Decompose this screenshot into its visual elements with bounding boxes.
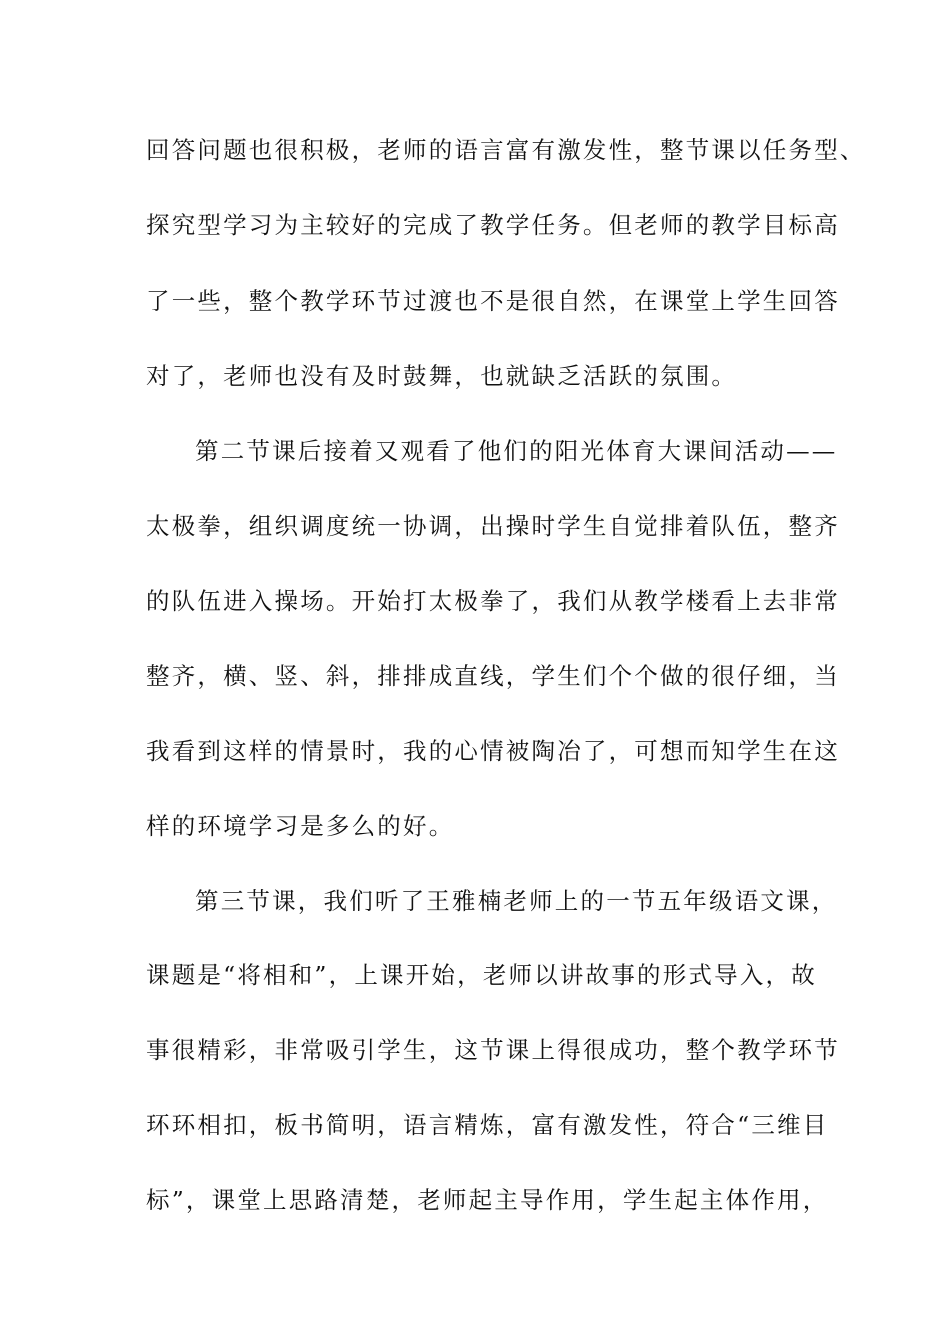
text-line: 的队伍进入操场。开始打太极拳了，我们从教学楼看上去非常 bbox=[146, 587, 840, 615]
text-line: 整齐，横、竖、斜，排排成直线，学生们个个做的很仔细，当 bbox=[146, 662, 840, 690]
text-line: 我看到这样的情景时，我的心情被陶冶了，可想而知学生在这 bbox=[146, 737, 840, 765]
text-line: 事很精彩，非常吸引学生，这节课上得很成功，整个教学环节 bbox=[146, 1036, 840, 1064]
text-line: 环环相扣，板书简明，语言精炼，富有激发性，符合“三维目 bbox=[146, 1111, 829, 1139]
text-line: 课题是“将相和”，上课开始，老师以讲故事的形式导入，故 bbox=[146, 961, 817, 989]
text-line: 标”，课堂上思路清楚，老师起主导作用，学生起主体作用， bbox=[146, 1186, 829, 1214]
text-line: 探究型学习为主较好的完成了教学任务。但老师的教学目标高 bbox=[146, 211, 840, 239]
text-line: 回答问题也很积极，老师的语言富有激发性，整节课以任务型、 bbox=[146, 136, 866, 164]
text-line-indented: 第三节课，我们听了王雅楠老师上的一节五年级语文课， bbox=[195, 887, 838, 915]
text-line-indented: 第二节课后接着又观看了他们的阳光体育大课间活动—— bbox=[195, 437, 838, 465]
text-line: 对了，老师也没有及时鼓舞，也就缺乏活跃的氛围。 bbox=[146, 362, 738, 390]
text-line: 样的环境学习是多么的好。 bbox=[146, 812, 455, 840]
text-line: 了一些，整个教学环节过渡也不是很自然，在课堂上学生回答 bbox=[146, 287, 840, 315]
text-line: 太极拳，组织调度统一协调，出操时学生自觉排着队伍，整齐 bbox=[146, 512, 840, 540]
